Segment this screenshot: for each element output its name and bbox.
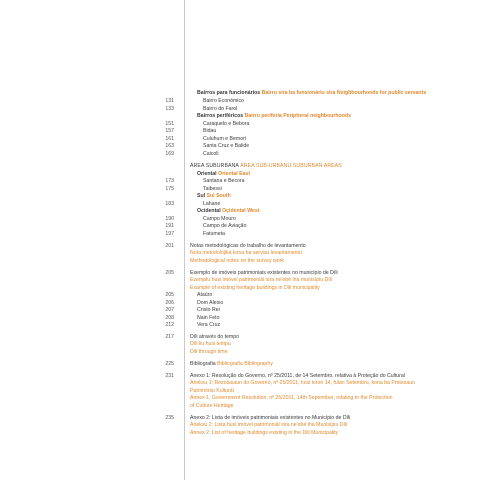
entry-title — [190, 257, 284, 265]
tetum-title: ÁREA SUB-URBANU — [240, 163, 292, 169]
english-title: Annex 2: List of heritage buildings existing in the Dili Municipality — [190, 430, 339, 436]
entry-title — [197, 207, 260, 215]
portuguese-title: Lahane — [203, 201, 221, 207]
portuguese-title: Campo Mouro — [203, 216, 236, 222]
tetum-title: Oçidental — [222, 208, 246, 214]
toc-entry[interactable] — [0, 379, 480, 387]
entry-title — [190, 421, 347, 429]
entry-title — [190, 360, 273, 368]
page-number: 190 — [165, 216, 174, 222]
english-title: Neighbourhoods for public servants — [336, 90, 427, 96]
page-number: 217 — [165, 334, 174, 340]
toc-entry[interactable] — [0, 89, 480, 97]
portuguese-title: Taibessi — [203, 186, 222, 192]
toc-entry[interactable] — [0, 207, 480, 215]
tetum-title: Anekxu 2: Lista husi imóvel patrimoniál sira ne'ebé iha Munisípiu Díli — [190, 422, 348, 428]
page-number: 183 — [165, 201, 174, 207]
page-number: 157 — [165, 128, 174, 134]
entry-title — [190, 340, 231, 348]
page-number: 207 — [165, 307, 174, 313]
portuguese-title: Bairros periféricos — [197, 113, 244, 119]
entry-title — [190, 162, 342, 170]
english-title: of Culture Heritage — [190, 403, 234, 409]
page-number: 169 — [165, 151, 174, 157]
tetum-title: Anekxu 1: Rezolusaun do Governo, nº 25/2011, hosi loron 14, fulan Setembru, kona ba Protesaun — [190, 380, 416, 386]
english-title: Bibliography — [244, 361, 273, 367]
toc-entry[interactable] — [0, 177, 480, 185]
toc-entry[interactable] — [0, 360, 480, 368]
page-number: 175 — [165, 186, 174, 192]
entry-title — [203, 97, 244, 105]
portuguese-title: Caraquelo e Bebora — [203, 121, 250, 127]
tetum-title: Díli liu husi tempu — [190, 341, 231, 347]
english-title: SUBURBAN AREAS — [292, 163, 342, 169]
english-title: East — [239, 171, 251, 177]
toc-entry[interactable] — [0, 340, 480, 348]
page-number: 231 — [165, 373, 174, 379]
portuguese-title: Notas metodológicas do trabalho de levantamento — [190, 243, 306, 249]
page-number: 173 — [165, 178, 174, 184]
toc-entry[interactable] — [0, 230, 480, 238]
entry-title — [190, 394, 393, 402]
toc-entry[interactable] — [0, 348, 480, 356]
toc-entry[interactable] — [0, 306, 480, 314]
toc-entry[interactable] — [0, 222, 480, 230]
entry-title — [203, 222, 246, 230]
entry-title — [203, 177, 245, 185]
page-number: 225 — [165, 361, 174, 367]
page-number: 163 — [165, 143, 174, 149]
entry-title — [190, 429, 338, 437]
page-number: 161 — [165, 136, 174, 142]
english-title: Dili through time — [190, 349, 228, 355]
page-number: 197 — [165, 231, 174, 237]
tetum-title: Bairru sira ba funsionáriu sira — [261, 90, 336, 96]
portuguese-title: Anexo 2: Lista de imóveis patrimoniais existentes no Município de Díli — [190, 415, 351, 421]
entry-title — [197, 291, 212, 299]
english-title: Annex 1: Government Resolution, nº 25/2011, 14th September, relating to the Protection — [190, 395, 393, 401]
toc-entry[interactable] — [0, 276, 480, 284]
portuguese-title: Campo de Aviação — [203, 223, 247, 229]
toc-entry[interactable] — [0, 291, 480, 299]
portuguese-title: Ataúro — [197, 292, 213, 298]
toc-entry[interactable] — [0, 142, 480, 150]
toc-entry[interactable] — [0, 112, 480, 120]
toc-entry[interactable] — [0, 97, 480, 105]
entry-title — [203, 150, 219, 158]
portuguese-title: Nain Feto — [197, 315, 220, 321]
entry-title — [190, 249, 302, 257]
toc-entry[interactable] — [0, 127, 480, 135]
portuguese-title: Santa Cruz e Balide — [203, 143, 250, 149]
toc-entry[interactable] — [0, 402, 480, 410]
page-number: 212 — [165, 322, 174, 328]
entry-title — [197, 112, 351, 120]
page-number: 201 — [165, 243, 174, 249]
portuguese-title: Bairro do Farol — [203, 106, 238, 112]
portuguese-title: Fatumeta — [203, 231, 225, 237]
portuguese-title: Bidau — [203, 128, 217, 134]
tetum-title: Patrimóniu Kulturál — [190, 388, 234, 394]
english-title: South — [216, 193, 231, 199]
page-number: 131 — [165, 98, 174, 104]
toc-entry[interactable] — [0, 257, 480, 265]
entry-title — [203, 127, 216, 135]
toc-entry[interactable] — [0, 421, 480, 429]
entry-title — [197, 89, 426, 97]
toc-entry[interactable] — [0, 429, 480, 437]
tetum-title: Oriental — [218, 171, 238, 177]
portuguese-title: Culuhum e Bemori — [203, 136, 246, 142]
page-number: 151 — [165, 121, 174, 127]
entry-title — [203, 142, 249, 150]
page-number: 208 — [165, 315, 174, 321]
toc-entry[interactable] — [0, 162, 480, 170]
english-title: Peripheral neighbourhoods — [283, 113, 351, 119]
page-number: 206 — [165, 300, 174, 306]
portuguese-title: Santana e Becora — [203, 178, 245, 184]
portuguese-title: Bairro Económico — [203, 98, 244, 104]
toc-entry[interactable] — [0, 150, 480, 158]
page-number: 191 — [165, 223, 174, 229]
page-number: 205 — [165, 270, 174, 276]
toc-entry[interactable] — [0, 249, 480, 257]
portuguese-title: Dom Aleixo — [197, 300, 224, 306]
portuguese-title: Díli através do tempo — [190, 334, 240, 340]
portuguese-title: Anexo 1: Resolução do Governo, nº 25/2011, de 14 Setembro, relativa à Proteção do Cultural — [190, 373, 405, 379]
portuguese-title: Cristo Rei — [197, 307, 220, 313]
entry-title — [190, 348, 227, 356]
entry-title — [190, 379, 415, 387]
tetum-title: Ezemplu husi imóvel patrimoniál sira ne'ebé iha munisípiu Díli — [190, 277, 332, 283]
portuguese-title: Bibliografia — [190, 361, 216, 367]
entry-title — [197, 192, 231, 200]
portuguese-title: Ocidental — [197, 208, 221, 214]
entry-title — [203, 230, 225, 238]
portuguese-title: Vera Cruz — [197, 322, 221, 328]
english-title: Example of existing heritage buildings in Dili municipality — [190, 285, 320, 291]
english-title: West — [247, 208, 260, 214]
toc-entry[interactable] — [0, 321, 480, 329]
page-number: 235 — [165, 415, 174, 421]
page-number: 205 — [165, 292, 174, 298]
english-title: Methodological notes on the survey work — [190, 258, 285, 264]
entry-title — [190, 402, 234, 410]
entry-title — [197, 321, 220, 329]
entry-title — [190, 276, 332, 284]
toc-entry[interactable] — [0, 394, 480, 402]
portuguese-title: Oriental — [197, 171, 217, 177]
tetum-title: Nota metodolójika kona ba servisu levantamentu — [190, 250, 302, 256]
portuguese-title: Caicoli — [203, 151, 219, 157]
entry-title — [197, 306, 220, 314]
portuguese-title: Bairros para funcionários — [197, 90, 261, 96]
page-number: 133 — [165, 106, 174, 112]
tetum-title: Bibliografia — [217, 361, 243, 367]
portuguese-title: Exemplo de imóveis patrimoniais existentes no município de Díli — [190, 270, 338, 276]
tetum-title: Bairru periferia — [244, 113, 282, 119]
portuguese-title: ÁREA SUBURBANA — [190, 163, 239, 169]
portuguese-title: Sul — [197, 193, 206, 199]
tetum-title: Sul — [206, 193, 215, 199]
toc-entry[interactable] — [0, 192, 480, 200]
